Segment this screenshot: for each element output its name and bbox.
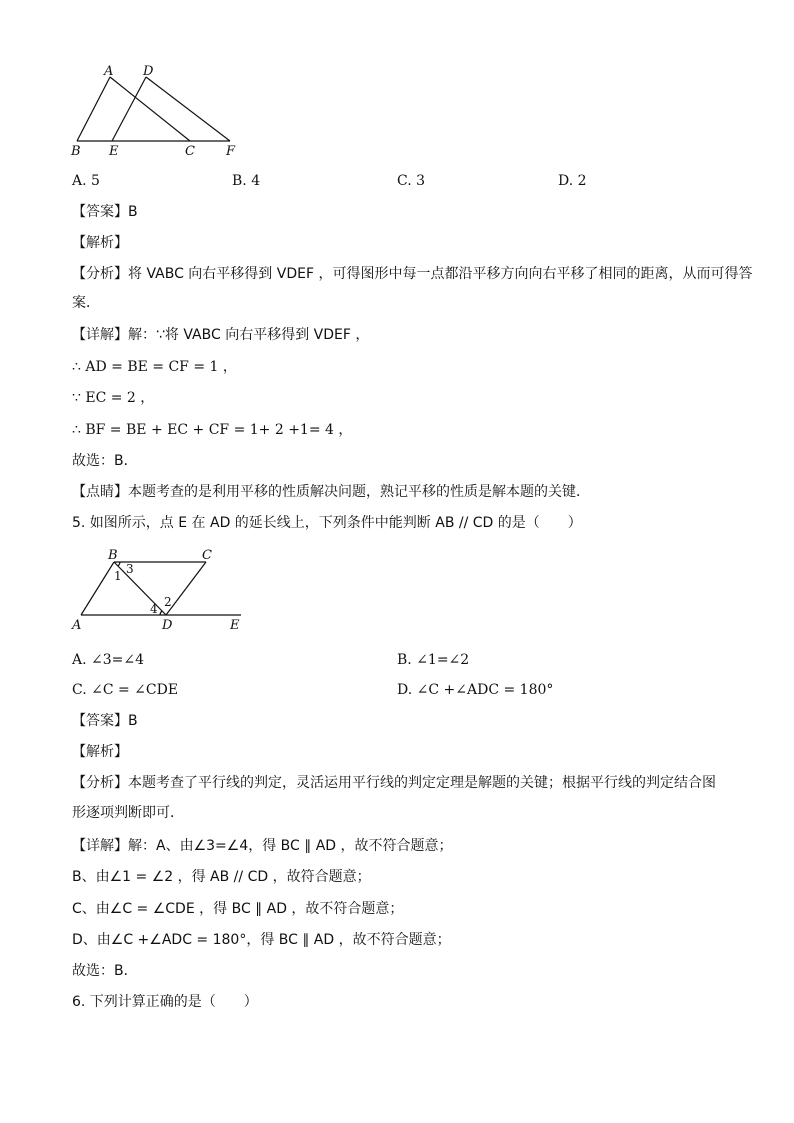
q5-option-b: B. ∠1=∠2	[397, 652, 470, 668]
label-d: D	[143, 64, 154, 79]
angle-label-2: 2	[164, 595, 172, 609]
q4-detail-line-2: ∴ AD = BE = CF = 1 ，	[72, 359, 237, 375]
q4-answer: 【答案】B	[72, 204, 138, 220]
option-a: A. 5	[72, 173, 100, 189]
label-c: C	[185, 144, 195, 159]
q5-stem: 5. 如图所示，点 E 在 AD 的延长线上，下列条件中能判断 AB // CD 的是（ ）	[72, 515, 582, 531]
label-e: E	[109, 144, 119, 159]
label-b: B	[71, 144, 81, 159]
q4-choose: 故选：B．	[72, 453, 138, 469]
q4-comment: 【点睛】本题考查的是利用平移的性质解决问题，熟记平移的性质是解本题的关键．	[72, 484, 590, 500]
option-d: D. 2	[558, 173, 587, 189]
option-b: B. 4	[232, 173, 261, 189]
q5-option-a: A. ∠3=∠4	[72, 652, 145, 668]
q5-analysis-line-1: 【分析】本题考查了平行线的判定，灵活运用平行线的判定定理是解题的关键；根据平行线的判定结合图	[72, 775, 716, 791]
q5-analysis-title: 【解析】	[72, 744, 128, 760]
q5-detail-line-2: B、由∠1 = ∠2 ，得 AB // CD ，故符合题意；	[72, 869, 371, 885]
q5-option-c: C. ∠C = ∠CDE	[72, 682, 179, 698]
angle-label-3: 3	[126, 562, 134, 576]
q4-detail-line-4: ∴ BF = BE + EC + CF = 1+ 2 +1= 4 ，	[72, 422, 353, 438]
option-c: C. 3	[397, 173, 426, 189]
angle-label-4: 4	[150, 602, 158, 616]
q4-detail-line-1: 【详解】解：∵将 VABC 向右平移得到 VDEF ，	[72, 327, 370, 343]
label-a: A	[72, 618, 82, 633]
label-f: F	[226, 144, 236, 159]
label-b: B	[108, 548, 118, 563]
label-e: E	[230, 618, 240, 633]
triangle-translation-figure	[60, 62, 250, 160]
q4-analysis-line-2: 案．	[72, 295, 100, 311]
label-a: A	[104, 64, 114, 79]
angle-label-1: 1	[114, 569, 122, 583]
q4-analysis-line-1: 【分析】将 VABC 向右平移得到 VDEF ，可得图形中每一点都沿平移方向向右平移了相同的距离，从而可得答	[72, 266, 753, 282]
q5-analysis-line-2: 形逐项判断即可．	[72, 805, 184, 821]
parallelogram-figure	[66, 545, 251, 635]
q5-detail-line-1: 【详解】解：A、由∠3=∠4，得 BC ∥ AD ，故不符合题意；	[72, 838, 453, 854]
q5-choose: 故选：B．	[72, 963, 138, 979]
label-d: D	[162, 618, 173, 633]
q5-option-d: D. ∠C +∠ADC = 180°	[397, 682, 554, 698]
label-c: C	[202, 548, 212, 563]
q5-detail-line-4: D、由∠C +∠ADC = 180°，得 BC ∥ AD ，故不符合题意；	[72, 932, 451, 948]
q4-detail-line-3: ∵ EC = 2 ，	[72, 390, 155, 406]
q5-detail-line-3: C、由∠C = ∠CDE ，得 BC ∥ AD ，故不符合题意；	[72, 901, 404, 917]
q6-stem: 6. 下列计算正确的是（ ）	[72, 994, 258, 1010]
q4-analysis-title: 【解析】	[72, 235, 128, 251]
q5-answer: 【答案】B	[72, 713, 138, 729]
